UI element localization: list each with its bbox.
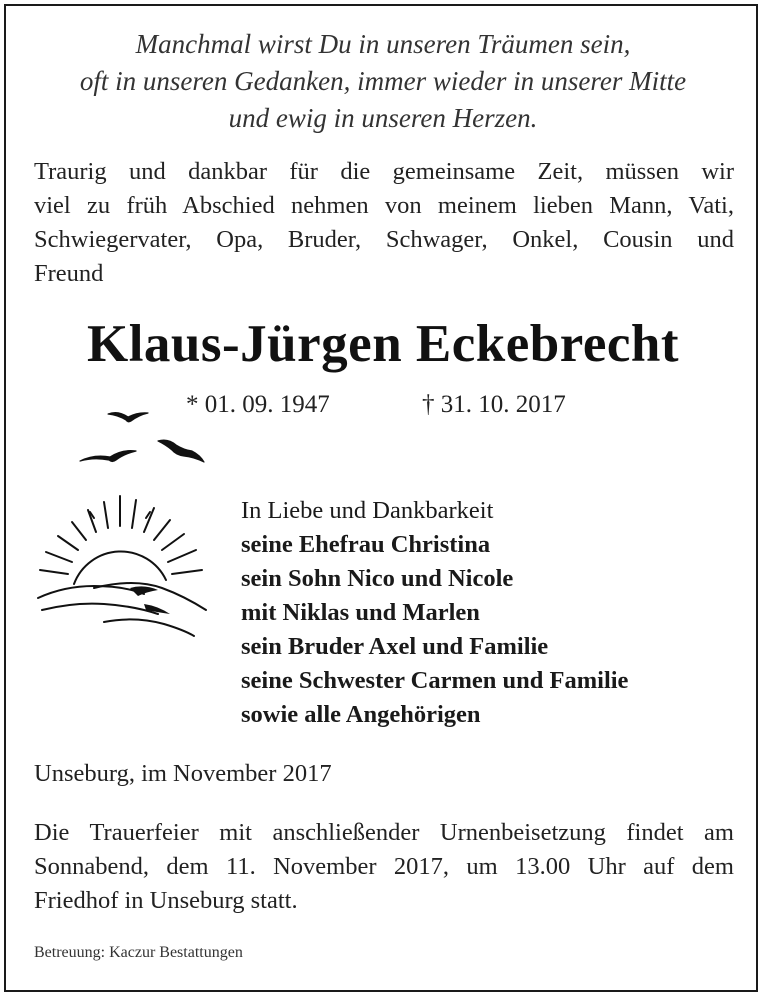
poem [40,26,726,137]
intro-text [34,155,734,291]
ceremony-line: Friedhof in Unseburg statt. [34,887,298,914]
family-member: sein Sohn Nico und Nicole [241,565,514,592]
poem-line: und ewig in unseren Herzen. [228,103,538,133]
family-member: seine Schwester Carmen und Familie [241,667,629,694]
family-member: mit Niklas und Marlen [241,599,480,626]
sunset-icon [34,488,214,638]
family-member: sein Bruder Axel und Familie [241,633,549,660]
place-date: Unseburg, im November 2017 [34,760,332,787]
family-member: seine Ehefrau Christina [241,531,491,558]
deceased-name: Klaus-Jürgen Eckebrecht [86,315,680,373]
poem-line: oft in unseren Gedanken, immer wieder in unserer Mitte [79,66,687,96]
ceremony-info [34,816,734,918]
family-list [241,494,741,732]
family-intro: In Liebe und Dankbarkeit [241,497,494,524]
intro-line: Schwiegervater, Opa, Bruder, Schwager, Onkel, Cousin und [34,226,734,253]
ceremony-line: Sonnabend, dem 11. November 2017, um 13.00 Uhr auf dem [34,853,734,880]
intro-line: viel zu früh Abschied nehmen von meinem lieben Mann, Vati, [34,192,734,219]
intro-line: Traurig und dankbar für die gemeinsame Zeit, müssen wir [34,158,734,185]
birth-date: * 01. 09. 1947 [186,391,330,418]
funeral-home-credit: Betreuung: Kaczur Bestattungen [34,944,243,961]
poem-line: Manchmal wirst Du in unseren Träumen sein, [135,29,631,59]
intro-line: Freund [34,260,104,287]
death-date: † 31. 10. 2017 [422,391,566,418]
family-member: sowie alle Angehörigen [241,701,481,728]
birds-icon [76,404,226,474]
ceremony-line: Die Trauerfeier mit anschließender Urnenbeisetzung findet am [34,819,734,846]
